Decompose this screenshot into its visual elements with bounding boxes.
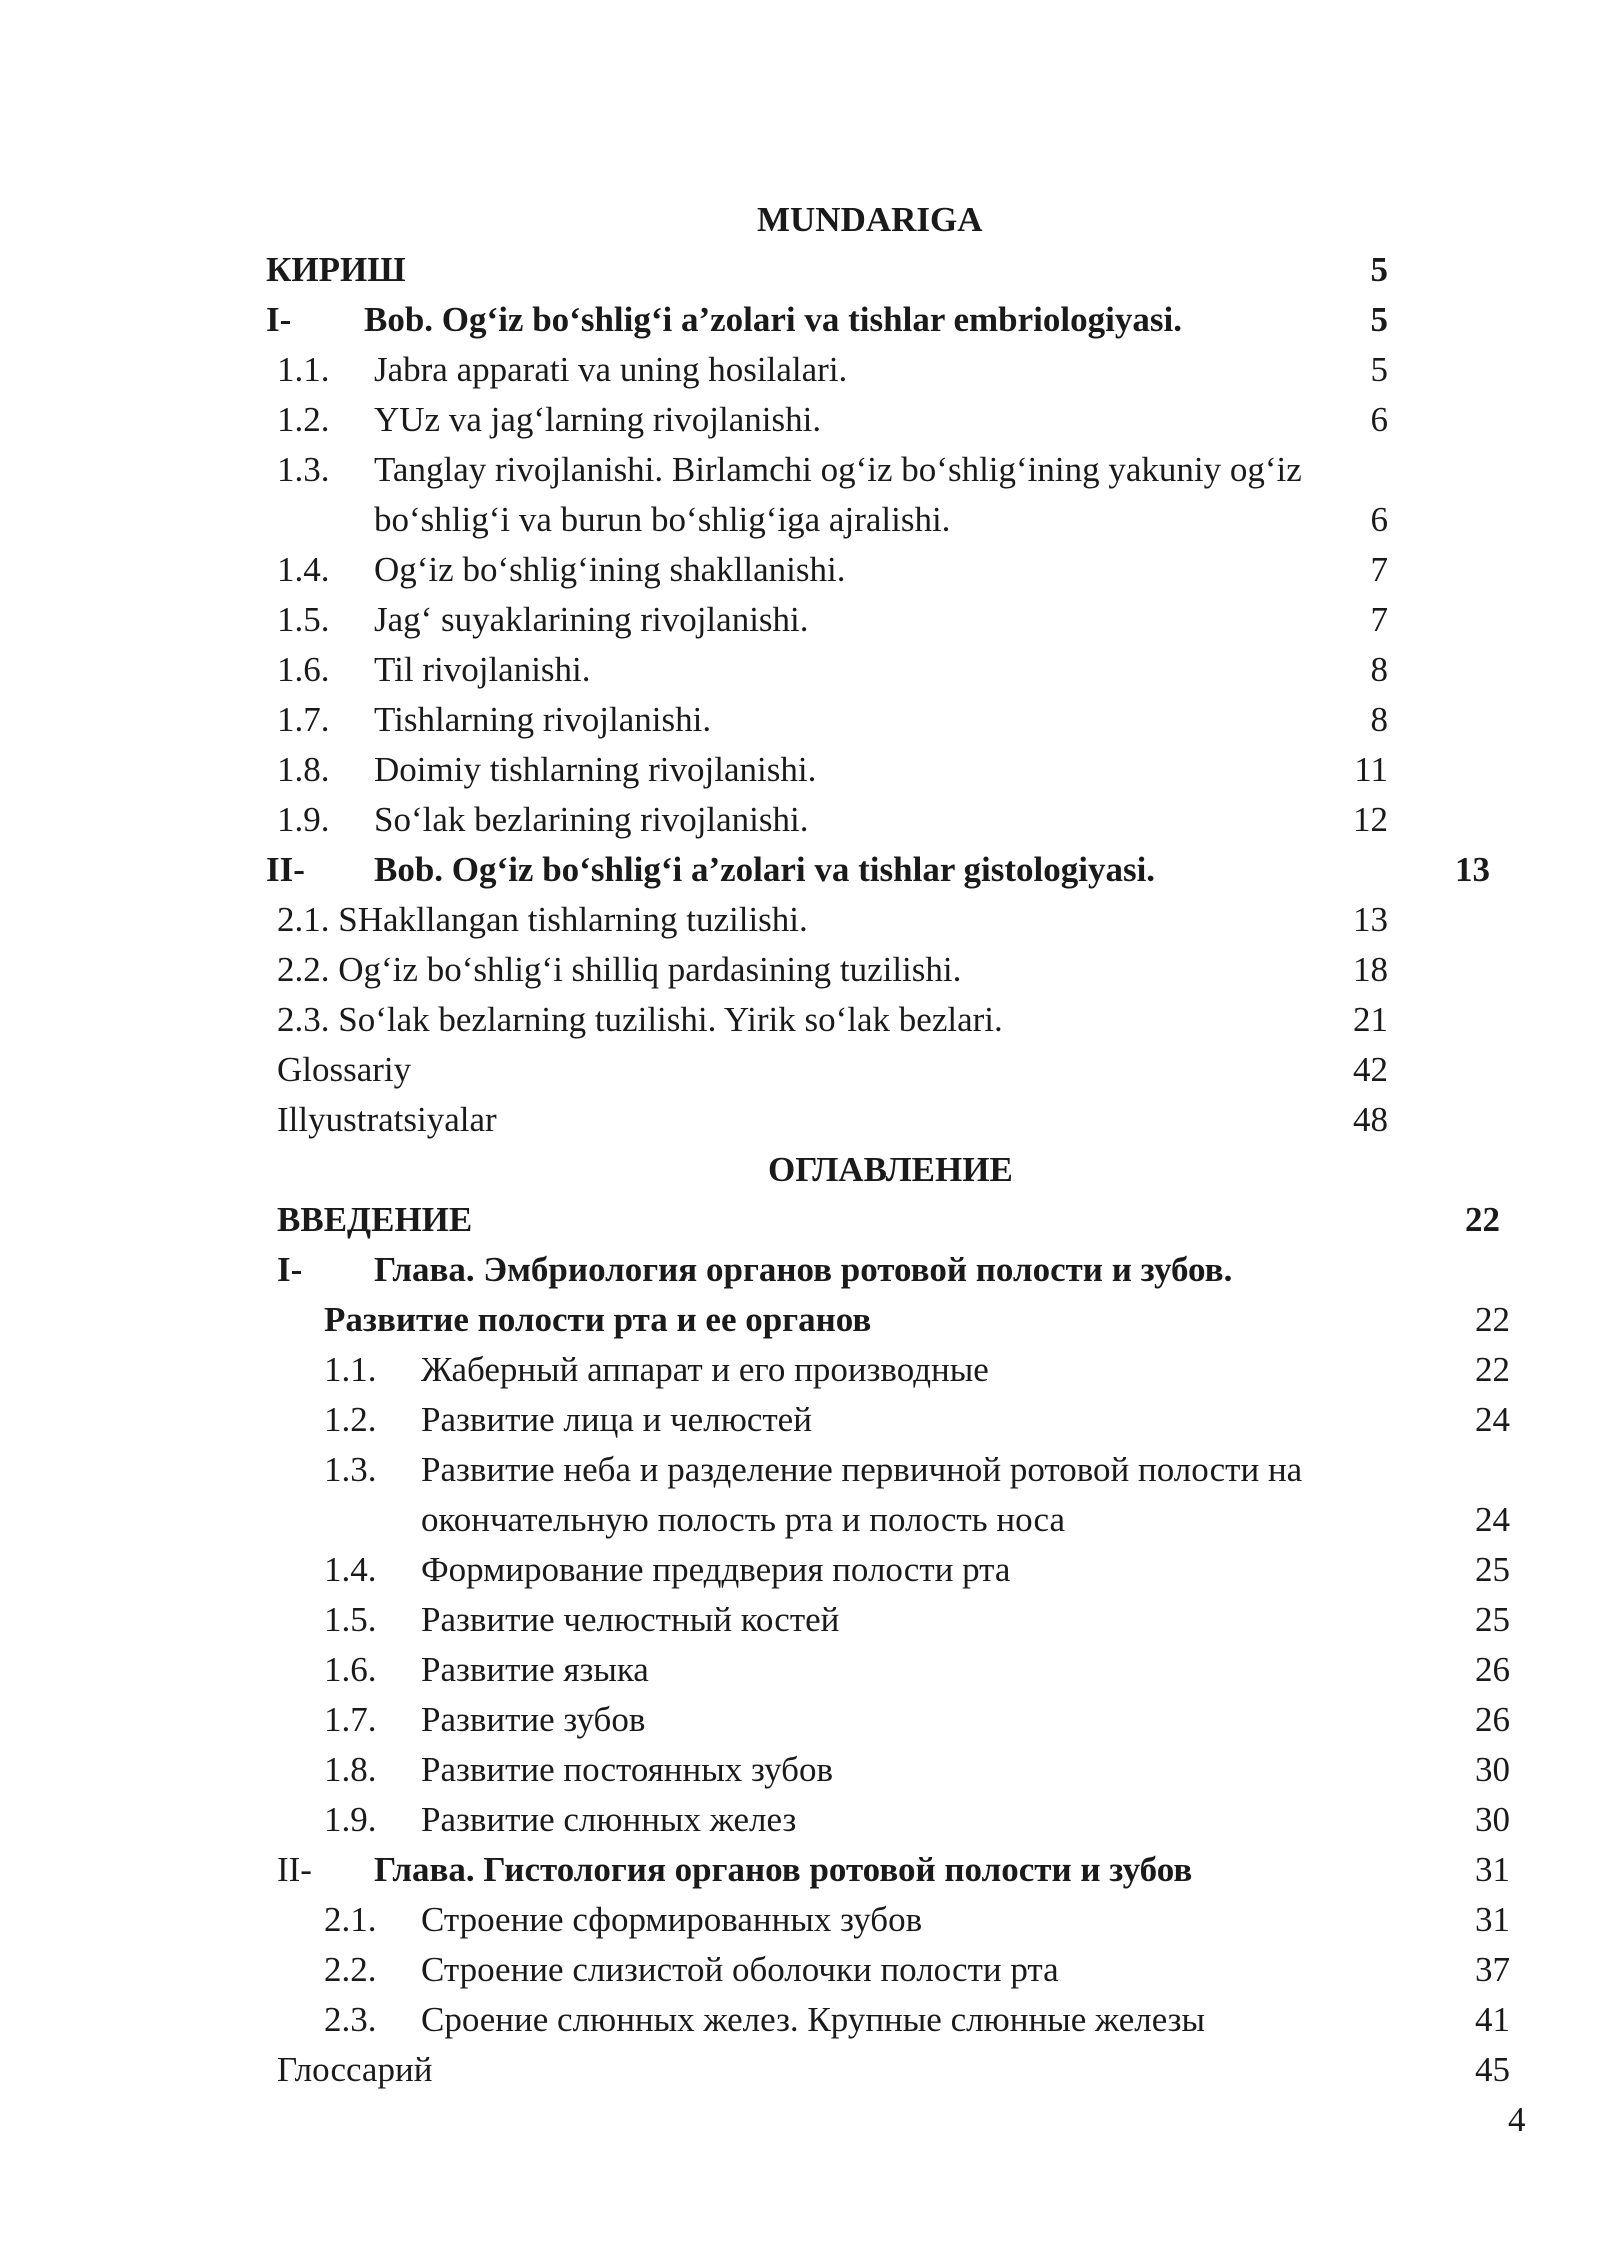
- toc-ru-intro-page: 22: [1465, 1200, 1500, 1239]
- toc-item-text: Строение слизистой оболочки полости рта: [421, 1950, 1059, 1989]
- toc-item-text: Tishlarning rivojlanishi.: [374, 700, 712, 739]
- toc-item-page: 18: [1353, 950, 1388, 989]
- toc-item-text: Til rivojlanishi.: [374, 650, 591, 689]
- toc-ru-chapter-2-title: Глава. Гистология органов ротовой полости и зубов: [374, 1850, 1193, 1889]
- page-number: 4: [1508, 2100, 1526, 2139]
- toc-item-page: 31: [1475, 1900, 1510, 1939]
- toc-item-text: Развитие лица и челюстей: [421, 1400, 812, 1439]
- toc-item-page: 41: [1475, 2000, 1510, 2039]
- toc-intro-page: 5: [1370, 250, 1388, 289]
- toc-item-page: 8: [1370, 700, 1388, 739]
- toc-item-text: Og‘iz bo‘shlig‘ining shakllanishi.: [374, 550, 846, 589]
- toc-item-number: 1.5.: [277, 600, 330, 639]
- toc-glossary-label: Glossariy: [277, 1050, 412, 1089]
- toc-item-page: 6: [1370, 400, 1388, 439]
- toc-item-number: 1.1.: [277, 350, 330, 389]
- toc-chapter-2-title: Bob. Og‘iz bo‘shlig‘i a’zolari va tishlar gistologiyasi.: [374, 850, 1156, 889]
- toc-item-number: 1.4.: [277, 550, 330, 589]
- toc-item-number: 1.8.: [324, 1750, 377, 1789]
- toc-item-page: 24: [1475, 1400, 1510, 1439]
- toc-item-number: 1.5.: [324, 1600, 377, 1639]
- toc-item-page: 5: [1370, 350, 1388, 389]
- toc-illustrations-page: 48: [1353, 1100, 1388, 1139]
- toc-item-number: 1.8.: [277, 750, 330, 789]
- toc-item-text: Развитие языка: [421, 1650, 649, 1689]
- toc-item-number: 1.2.: [277, 400, 330, 439]
- toc-item-page: 21: [1353, 1000, 1388, 1039]
- toc-ru-chapter-2-page: 31: [1475, 1850, 1510, 1889]
- toc-intro-label: КИРИШ: [266, 250, 406, 289]
- toc-item-text: Tanglay rivojlanishi. Birlamchi og‘iz bo‘shlig‘ining yakuniy og‘iz: [374, 450, 1302, 489]
- toc-item-page: 24: [1475, 1500, 1510, 1539]
- toc-item-number: 1.3.: [277, 450, 330, 489]
- toc-item-page: 30: [1475, 1800, 1510, 1839]
- toc-item-text: Развитие неба и разделение первичной ротовой полости на: [421, 1450, 1303, 1489]
- toc-item-page: 26: [1475, 1650, 1510, 1689]
- toc-chapter-2-page: 13: [1455, 850, 1490, 889]
- toc-chapter-1-page: 5: [1370, 300, 1388, 339]
- toc-chapter-1-number: I-: [266, 300, 292, 339]
- toc-item-text: 2.1. SHakllangan tishlarning tuzilishi.: [277, 900, 808, 939]
- toc-title-ru: ОГЛАВЛЕНИЕ: [768, 1150, 1013, 1189]
- toc-item-page: 11: [1354, 750, 1388, 789]
- toc-ru-chapter-1-page: 22: [1475, 1300, 1510, 1339]
- toc-item-number: 2.1.: [324, 1900, 377, 1939]
- toc-item-number: 1.9.: [277, 800, 330, 839]
- toc-item-text-continued: окончательную полость рта и полость носа: [421, 1500, 1065, 1539]
- toc-item-text: Jabra apparati va uning hosilalari.: [374, 350, 848, 389]
- toc-item-page: 30: [1475, 1750, 1510, 1789]
- toc-item-text: So‘lak bezlarining rivojlanishi.: [374, 800, 809, 839]
- toc-item-text: Сроение слюнных желез. Крупные слюнные железы: [421, 2000, 1206, 2039]
- toc-item-text: Развитие слюнных желез: [421, 1800, 797, 1839]
- toc-item-text: 2.3. So‘lak bezlarning tuzilishi. Yirik so‘lak bezlari.: [277, 1000, 1003, 1039]
- toc-item-page: 13: [1353, 900, 1388, 939]
- toc-ru-chapter-1-title: Глава. Эмбриология органов ротовой полости и зубов.: [374, 1250, 1233, 1289]
- toc-item-number: 2.2.: [324, 1950, 377, 1989]
- toc-item-text-continued: bo‘shlig‘i va burun bo‘shlig‘iga ajralishi.: [374, 500, 951, 539]
- toc-item-page: 7: [1370, 600, 1388, 639]
- toc-ru-chapter-2-number: II-: [277, 1850, 312, 1889]
- toc-chapter-1-title: Bob. Og‘iz bo‘shlig‘i a’zolari va tishlar embriologiyasi.: [364, 300, 1182, 339]
- toc-item-text: Формирование преддверия полости рта: [421, 1550, 1011, 1589]
- toc-item-page: 26: [1475, 1700, 1510, 1739]
- toc-ru-chapter-1-number: I-: [277, 1250, 303, 1289]
- toc-item-text: Строение сформированных зубов: [421, 1900, 923, 1939]
- toc-item-text: Развитие челюстный костей: [421, 1600, 840, 1639]
- toc-item-text: Doimiy tishlarning rivojlanishi.: [374, 750, 817, 789]
- toc-item-page: 37: [1475, 1950, 1510, 1989]
- toc-item-number: 1.7.: [324, 1700, 377, 1739]
- toc-item-number: 1.4.: [324, 1550, 377, 1589]
- toc-item-number: 1.2.: [324, 1400, 377, 1439]
- toc-illustrations-label: Illyustratsiyalar: [277, 1100, 497, 1139]
- toc-item-page: 25: [1475, 1550, 1510, 1589]
- toc-ru-intro-label: ВВЕДЕНИЕ: [277, 1200, 473, 1239]
- toc-item-number: 2.3.: [324, 2000, 377, 2039]
- toc-item-page: 12: [1353, 800, 1388, 839]
- toc-item-number: 1.3.: [324, 1450, 377, 1489]
- toc-ru-glossary-page: 45: [1475, 2050, 1510, 2089]
- toc-item-page: 22: [1475, 1350, 1510, 1389]
- toc-item-page: 8: [1370, 650, 1388, 689]
- toc-item-text: YUz va jag‘larning rivojlanishi.: [374, 400, 822, 439]
- toc-glossary-page: 42: [1353, 1050, 1388, 1089]
- toc-item-number: 1.6.: [324, 1650, 377, 1689]
- toc-ru-chapter-1-subtitle: Развитие полости рта и ее органов: [324, 1300, 872, 1339]
- toc-item-text: Jag‘ suyaklarining rivojlanishi.: [374, 600, 809, 639]
- toc-item-page: 6: [1370, 500, 1388, 539]
- toc-item-text: Жаберный аппарат и его производные: [421, 1350, 989, 1389]
- toc-item-text: Развитие постоянных зубов: [421, 1750, 833, 1789]
- toc-item-page: 7: [1370, 550, 1388, 589]
- toc-item-number: 1.1.: [324, 1350, 377, 1389]
- toc-ru-glossary-label: Глоссарий: [277, 2050, 433, 2089]
- toc-item-page: 25: [1475, 1600, 1510, 1639]
- toc-chapter-2-number: II-: [266, 850, 305, 889]
- toc-item-number: 1.6.: [277, 650, 330, 689]
- toc-item-number: 1.9.: [324, 1800, 377, 1839]
- toc-title-uz: MUNDARIGA: [757, 200, 983, 239]
- toc-item-text: Развитие зубов: [421, 1700, 646, 1739]
- toc-item-number: 1.7.: [277, 700, 330, 739]
- toc-item-text: 2.2. Og‘iz bo‘shlig‘i shilliq pardasining tuzilishi.: [277, 950, 962, 989]
